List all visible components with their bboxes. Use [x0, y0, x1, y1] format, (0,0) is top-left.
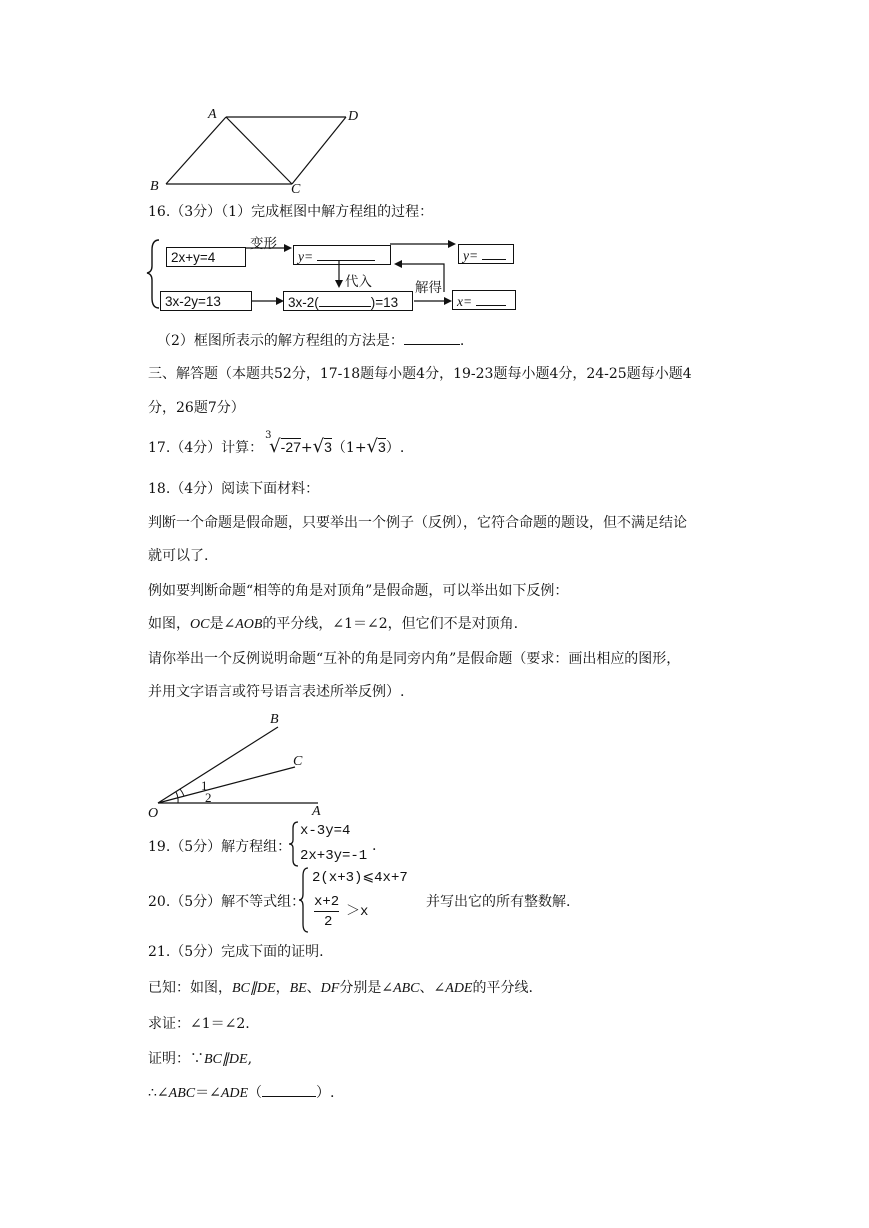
flow-box-substitution: [283, 291, 413, 311]
q21-given-d: 分别是∠: [339, 980, 394, 996]
vertex-label-a: A: [208, 107, 217, 122]
q19-eq1: x-3y=4: [300, 823, 351, 839]
q20-suffix: 并写出它的所有整数解.: [426, 894, 571, 910]
q21-given-ade: ADE: [445, 981, 473, 996]
radicand-3: 3: [378, 439, 386, 455]
q18-para2: 例如要判断命题“相等的角是对顶角”是假命题，可以举出如下反例：: [148, 583, 569, 599]
q16-part2-end: .: [459, 333, 465, 349]
flow-box-eq2: 3x-2y=13: [160, 291, 252, 311]
q20-frac-num: x+2: [314, 894, 340, 910]
q17-mid: （1+: [331, 440, 367, 456]
angle-bisector-figure: [140, 705, 360, 820]
q21-step-a: ∴∠: [148, 1085, 169, 1101]
answer-blank-reason[interactable]: [262, 1082, 316, 1097]
q21-proof-bc: BC: [204, 1052, 222, 1067]
q21-proof-a: 证明：∵: [148, 1051, 204, 1067]
q21-given-be: BE: [289, 981, 307, 996]
q21-given-abc: ABC: [393, 981, 420, 996]
flow-box-eq1: 2x+y=4: [166, 247, 246, 267]
q17-end: ）.: [385, 440, 405, 456]
q18-p3-a: 如图，: [148, 616, 190, 632]
angle-label-2: 2: [205, 790, 212, 805]
answer-blank-y-value[interactable]: [482, 245, 506, 260]
q18-p3-oc: OC: [190, 617, 210, 632]
q17-line: [148, 430, 405, 457]
vertex-label-c: C: [291, 182, 301, 197]
q21-given-f: 的平分线.: [472, 980, 533, 996]
q18-para1b: 就可以了.: [148, 548, 209, 564]
radicand-2: 3: [324, 439, 332, 455]
angle-label-c: C: [293, 754, 303, 769]
q21-step1: [148, 1082, 335, 1102]
angle-label-1: 1: [201, 778, 208, 793]
box-y-value-prefix: y=: [463, 248, 479, 263]
q21-given-e: 、∠: [419, 980, 446, 996]
flow-label-jiede: 解得: [415, 280, 442, 295]
flow-label-dairu: 代入: [345, 274, 372, 289]
q21-given-bc: BC: [232, 981, 250, 996]
q21-proof: [148, 1048, 252, 1068]
q19-eq2: 2x+3y=-1: [300, 848, 368, 864]
q16-part2: [157, 330, 464, 350]
box-y-prefix: y=: [298, 249, 314, 264]
q18-p3-b: 是∠: [209, 616, 236, 632]
flow-box-y-value: [458, 244, 514, 264]
q18-p3-aob: AOB: [235, 617, 263, 632]
flow-label-bianxing: 变形: [250, 236, 277, 251]
q20-brace: [298, 866, 310, 934]
answer-blank-substitution[interactable]: [319, 292, 371, 307]
q21-proof-b: ,: [247, 1051, 253, 1067]
section3-heading-line1: 三、解答题（本题共52分，17-18题每小题4分，19-23题每小题4分，24-25题每小题4: [148, 366, 692, 382]
q21-given-b: ，: [275, 980, 290, 996]
q21-given-df: DF: [320, 981, 340, 996]
parallelogram-figure: [140, 100, 380, 200]
q18-title: 18.（4分）阅读下面材料：: [148, 481, 320, 497]
q21-given-par: ∥: [249, 981, 257, 996]
q19-end: .: [372, 838, 377, 854]
q18-p3-c: 的平分线，∠1＝∠2，但它们不是对顶角.: [262, 616, 519, 632]
q21-given-de: DE: [256, 981, 276, 996]
radicand-1: -27: [280, 439, 301, 455]
cube-root-index: 3: [265, 430, 272, 441]
q21-given-a: 已知：如图，: [148, 980, 232, 996]
q19-brace: [288, 820, 300, 868]
q21-proof-par: ∥: [221, 1052, 229, 1067]
q21-step-eq: ＝∠: [195, 1085, 221, 1101]
flow-box-y-expr: [293, 245, 391, 265]
q20-gt: ＞x: [346, 904, 369, 920]
q21-step-open: （: [248, 1085, 263, 1101]
answer-blank-x-value[interactable]: [476, 291, 506, 306]
q20-prefix: 20.（5分）解不等式组：: [148, 894, 306, 910]
q20-eq1: 2(x+3)⩽4x+7: [312, 870, 408, 886]
answer-blank-y-expr[interactable]: [317, 246, 375, 261]
q18-para4a: 请你举出一个反例说明命题“互补的角是同旁内角”是假命题（要求：画出相应的图形，: [148, 651, 681, 667]
angle-label-a: A: [312, 804, 321, 819]
vertex-label-b: B: [150, 179, 159, 194]
radical-sign-icon-3: √: [366, 436, 379, 457]
q18-para3: [148, 613, 518, 633]
box-sub-prefix: 3x-2(: [288, 295, 319, 310]
q18-para4b: 并用文字语言或符号语言表述所举反例）.: [148, 684, 405, 700]
q21-step-ade: ADE: [220, 1086, 249, 1101]
q21-proof-de: DE: [228, 1052, 248, 1067]
section3-heading-line2: 分，26题7分）: [148, 400, 245, 416]
q21-step-abc: ABC: [168, 1086, 196, 1101]
q17-prefix: 17.（4分）计算：: [148, 440, 264, 456]
q18-para1a: 判断一个命题是假命题，只要举出一个例子（反例），它符合命题的题设，但不满足结论: [148, 515, 687, 531]
q16-part2-text: （2）框图所表示的解方程组的方法是：: [157, 333, 404, 349]
flow-box-x-value: [452, 290, 516, 310]
q20-frac-den: 2: [324, 914, 333, 930]
box-sub-suffix: )=13: [370, 295, 399, 310]
angle-label-o: O: [148, 806, 159, 820]
answer-blank-method[interactable]: [404, 330, 460, 345]
q16-title: 16.（3分）（1）完成框图中解方程组的过程：: [148, 204, 434, 220]
vertex-label-d: D: [348, 109, 359, 124]
radical-sign-icon: √: [269, 436, 281, 457]
q17-plus: +: [300, 440, 313, 456]
angle-label-b: B: [270, 712, 279, 727]
q21-given: [148, 977, 533, 997]
radical-sign-icon-2: √: [312, 436, 325, 457]
box-x-prefix: x=: [457, 294, 473, 309]
q21-title: 21.（5分）完成下面的证明.: [148, 944, 324, 960]
q21-given-c: 、: [306, 980, 321, 996]
q19-prefix: 19.（5分）解方程组：: [148, 839, 292, 855]
q21-prove: 求证：∠1＝∠2.: [148, 1016, 250, 1032]
q21-step-close: ）.: [316, 1085, 335, 1101]
